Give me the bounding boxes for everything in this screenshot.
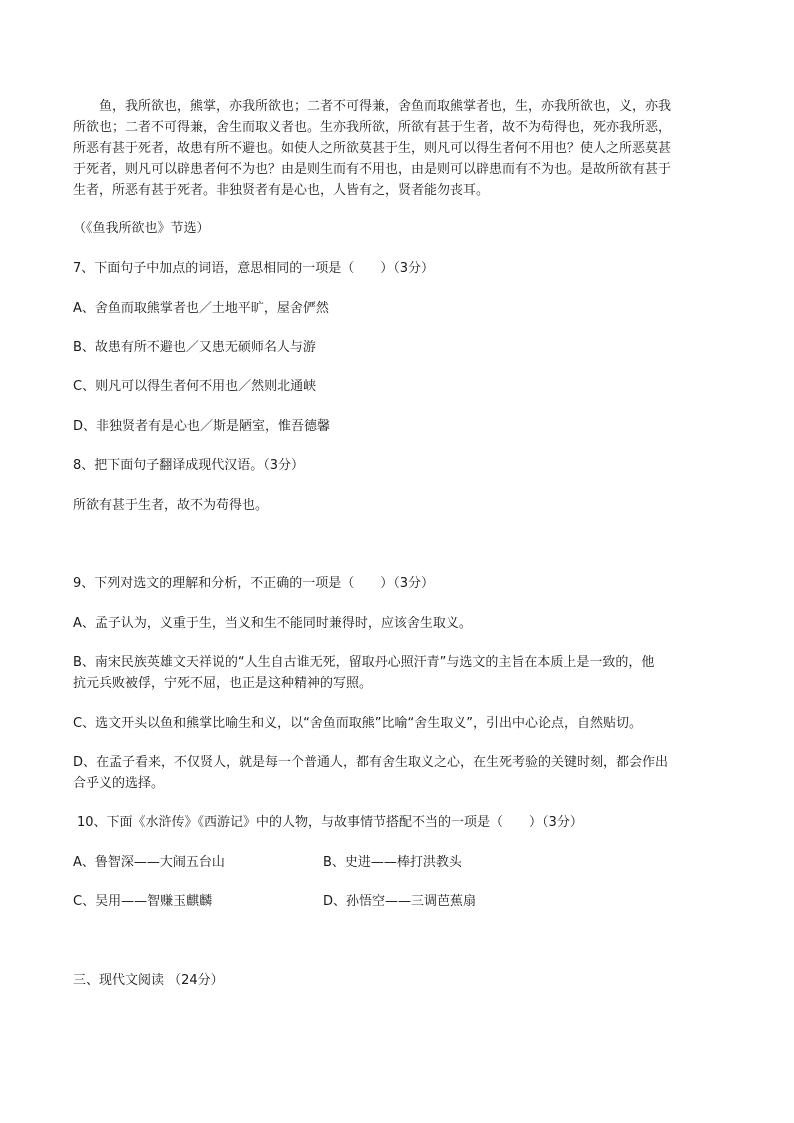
question-9-stem: 9、下列对选文的理解和分析，不正确的一项是（ ）（3分） <box>73 576 435 591</box>
question-9-option-b: B、南宋民族英雄文天祥说的“人生自古谁无死，留取丹心照汗青”与选文的主旨在本质上是一致的，他 <box>73 655 655 670</box>
section-3-heading: 三、现代文阅读 （24分） <box>73 973 224 988</box>
question-8-sentence: 所欲有甚于生者，故不为苟得也。 <box>73 498 269 513</box>
passage-line: 生者，所恶有甚于死者。非独贤者有是心也，人皆有之，贤者能勿丧耳。 <box>73 183 490 198</box>
passage-line: 所恶有甚于死者，故患有所不避也。如使人之所欲莫甚于生，则凡可以得生者何不用也？使人之所恶莫甚 <box>73 141 672 156</box>
question-8-stem: 8、把下面句子翻译成现代汉语。（3分） <box>73 458 305 473</box>
question-10-option-a: A、鲁智深——大闹五台山 <box>73 855 225 870</box>
question-7-stem: 7、下面句子中加点的词语，意思相同的一项是（ ）（3分） <box>73 261 435 276</box>
question-7-option-b: B、故患有所不避也／又患无硕师名人与游 <box>73 340 316 355</box>
question-7-option-a: A、舍鱼而取熊掌者也／土地平旷，屋舍俨然 <box>73 301 329 316</box>
passage-line: 鱼，我所欲也，熊掌，亦我所欲也；二者不可得兼，舍鱼而取熊掌者也，生，亦我所欲也，义，亦我 <box>99 99 672 114</box>
question-9-option-d: D、在孟子看来，不仅贤人，就是每一个普通人，都有舍生取义之心，在生死考验的关键时刻，都会作出 <box>73 755 669 770</box>
question-9-option-b-cont: 抗元兵败被俘，宁死不屈，也正是这种精神的写照。 <box>73 676 373 691</box>
passage-line: 于死者，则凡可以辟患者何不为也？由是则生而有不用也，由是则可以辟患而有不为也。是故所欲有甚于 <box>73 162 672 177</box>
question-9-option-c: C、选文开头以鱼和熊掌比喻生和义，以“舍鱼而取熊”比喻“舍生取义”，引出中心论点，自然贴切。 <box>73 716 643 731</box>
question-9-option-a: A、孟子认为，义重于生，当义和生不能同时兼得时，应该舍生取义。 <box>73 616 472 631</box>
question-7-option-c: C、则凡可以得生者何不用也／然则北通峡 <box>73 379 317 394</box>
question-10-option-c: C、吴用——智赚玉麒麟 <box>73 894 213 909</box>
passage-line: 所欲也；二者不可得兼，舍生而取义者也。生亦我所欲，所欲有甚于生者，故不为苟得也，死亦我所恶， <box>73 120 672 135</box>
question-9-option-d-cont: 合乎义的选择。 <box>73 776 165 791</box>
passage-source: （《鱼我所欲也》节选） <box>73 221 210 236</box>
question-10-option-d: D、孙悟空——三调芭蕉扇 <box>323 894 477 909</box>
question-7-option-d: D、非独贤者有是心也／斯是陋室，惟吾德馨 <box>73 419 331 434</box>
question-10-stem: 10、下面《水浒传》《西游记》中的人物，与故事情节搭配不当的一项是（ ）（3分） <box>77 815 583 830</box>
question-10-option-b: B、史进——棒打洪教头 <box>323 855 462 870</box>
